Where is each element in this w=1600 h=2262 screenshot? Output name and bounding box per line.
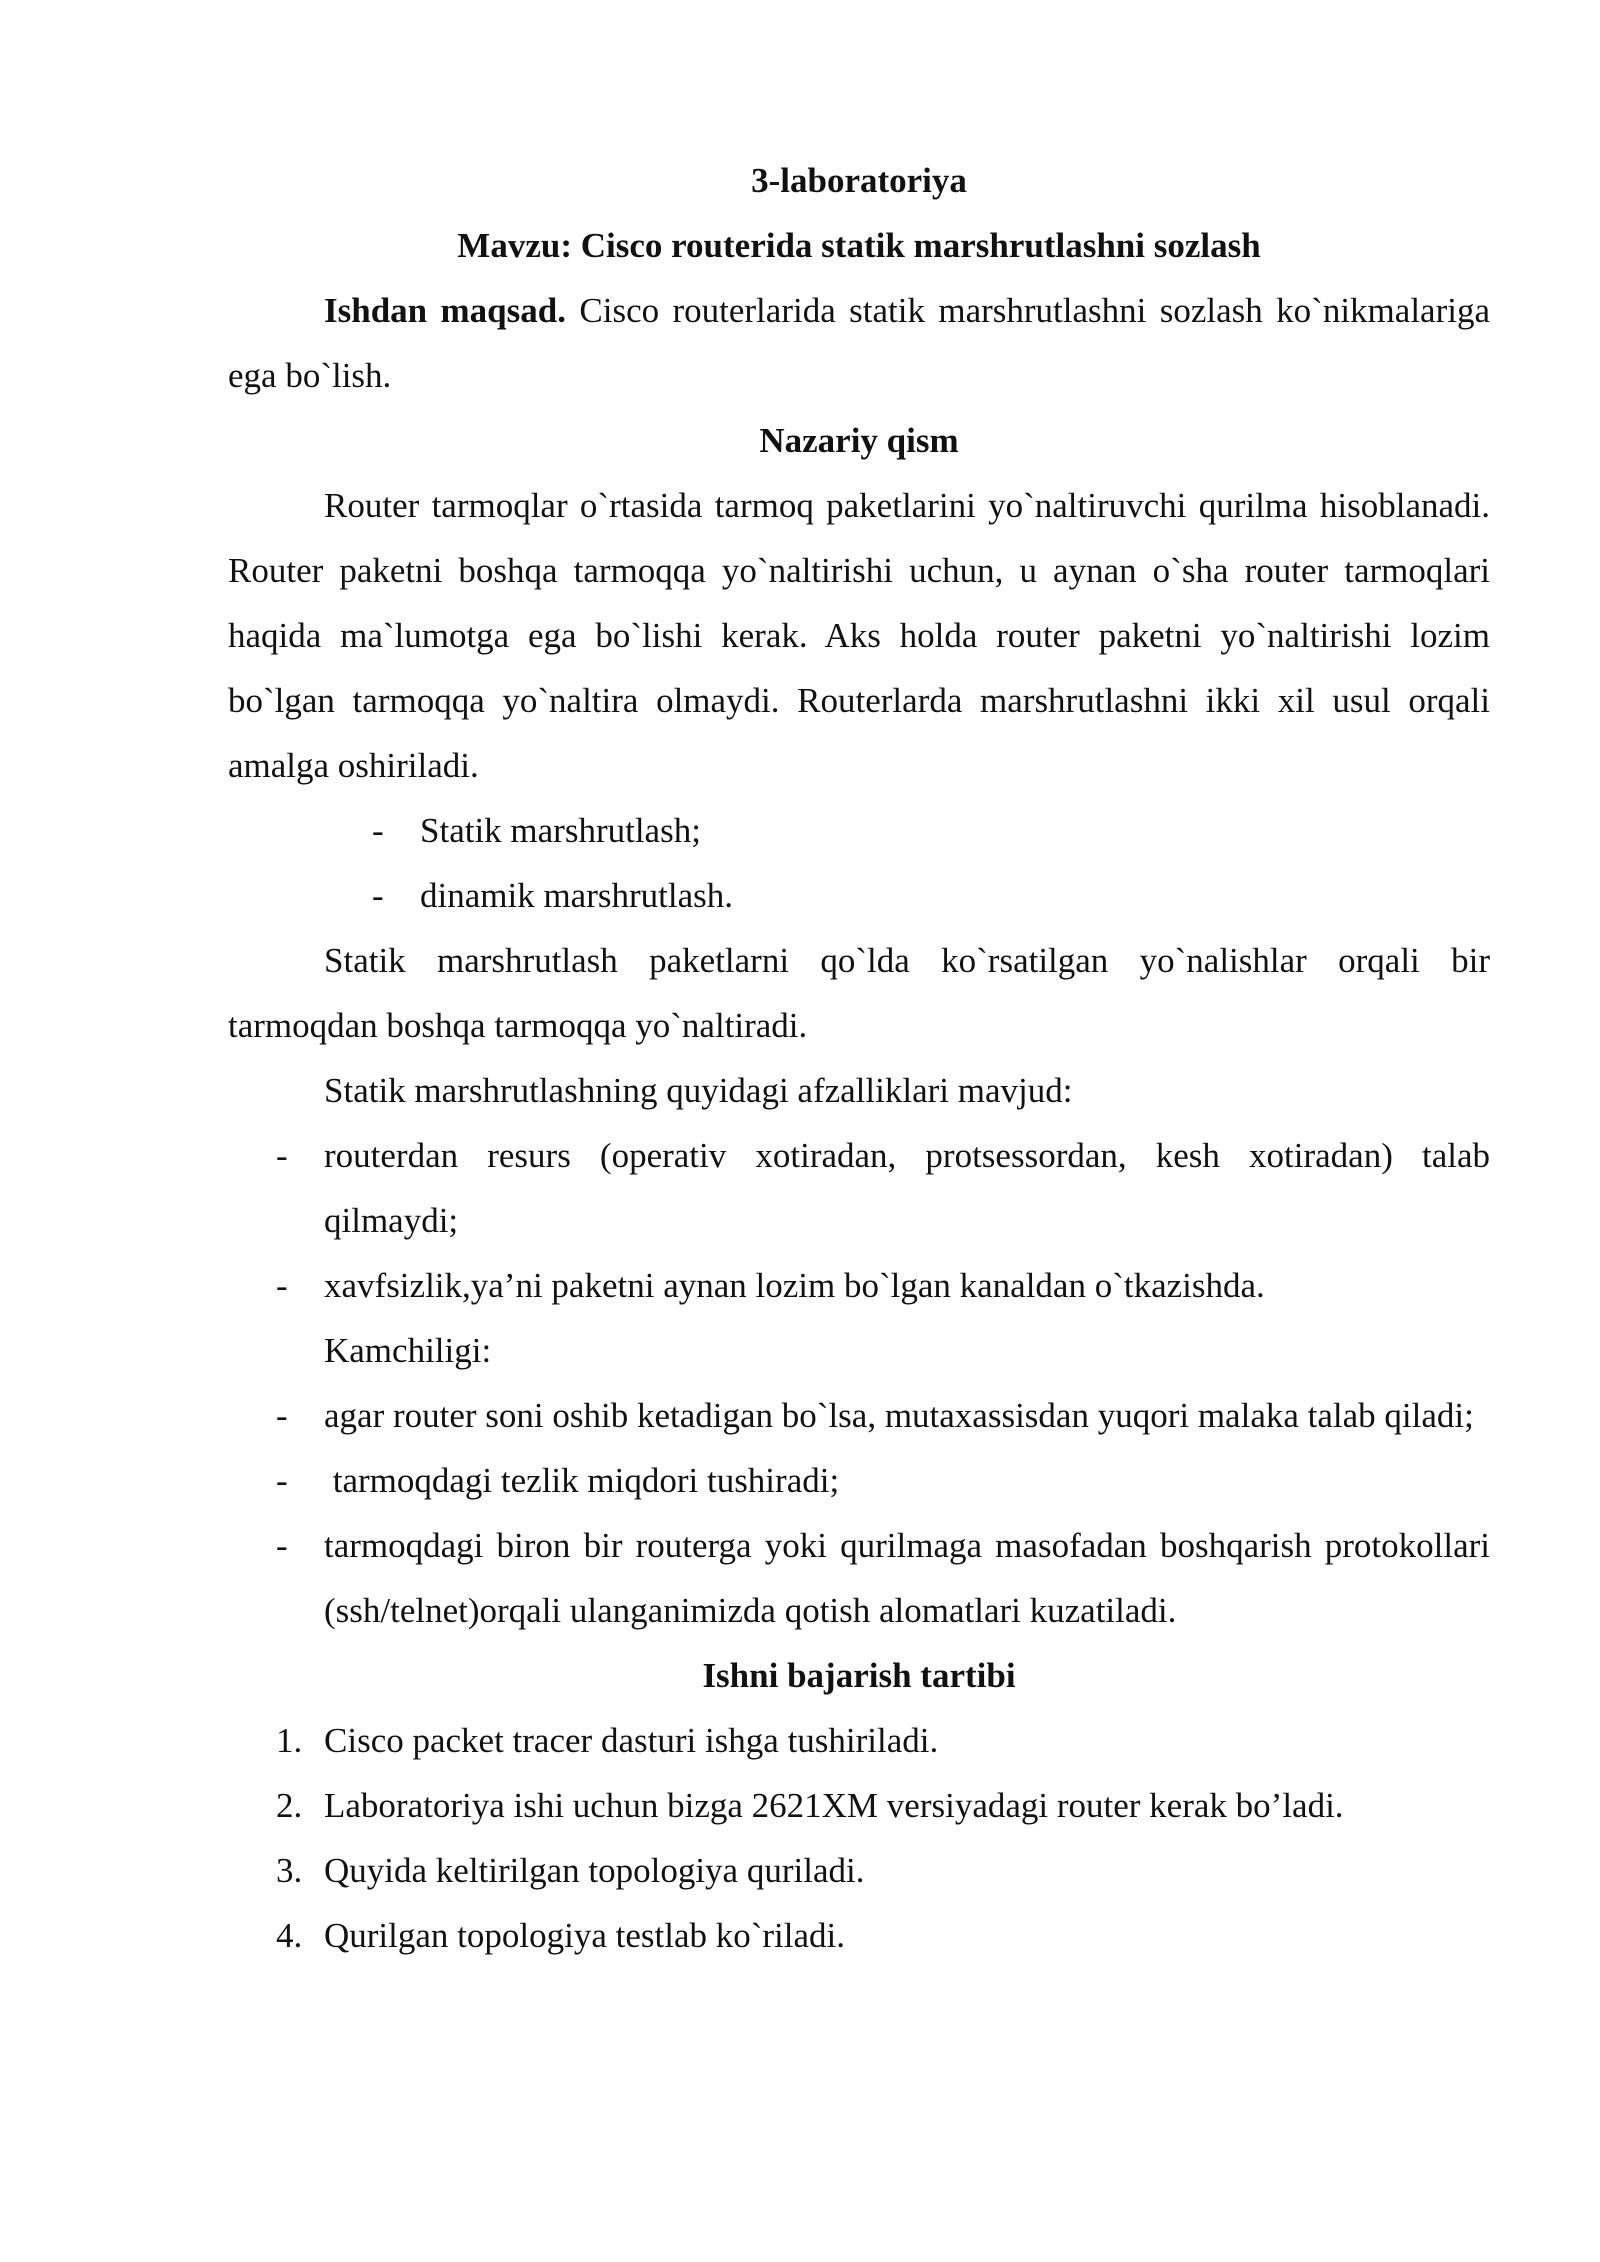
procedure-step — [228, 1903, 1490, 1968]
procedure-heading: Ishni bajarish tartibi — [702, 1656, 1016, 1695]
method-item — [228, 863, 1490, 928]
method-text: Statik marshrutlash; — [420, 811, 701, 850]
advantage-item — [228, 1123, 1490, 1253]
lab-number-title: 3-laboratoriya — [751, 161, 967, 200]
step-number: 2. — [276, 1786, 303, 1825]
topic-title: Mavzu: Cisco routerida statik marshrutlashni sozlash — [457, 226, 1261, 265]
step-text: Quyida keltirilgan topologiya quriladi. — [324, 1851, 865, 1890]
step-number: 4. — [276, 1916, 303, 1955]
dash-bullet: - — [276, 1526, 288, 1565]
disadvantage-item — [228, 1383, 1490, 1448]
dash-bullet: - — [372, 876, 384, 915]
disadvantages-intro: Kamchiligi: — [324, 1331, 492, 1370]
advantage-item — [228, 1253, 1490, 1318]
method-text: dinamik marshrutlash. — [420, 876, 734, 915]
theory-heading: Nazariy qism — [759, 421, 959, 460]
advantages-intro: Statik marshrutlashning quyidagi afzalliklari mavjud: — [324, 1071, 1073, 1110]
theory-paragraph-2: Statik marshrutlash paketlarni qo`lda ko`rsatilgan yo`nalishlar orqali bir tarmoqdan boshqa tarmoqqa yo`naltiradi. — [228, 941, 1490, 1045]
step-text: Cisco packet tracer dasturi ishga tushiriladi. — [324, 1721, 939, 1760]
dash-bullet: - — [276, 1396, 288, 1435]
document-page — [228, 148, 1490, 1968]
disadvantage-item — [228, 1513, 1490, 1643]
goal-text: Cisco routerlarida statik marshrutlashni sozlash ko`nikmalariga ega bo`lish. — [228, 291, 1490, 395]
advantage-text: xavfsizlik,ya’ni paketni aynan lozim bo`lgan kanaldan o`tkazishda. — [324, 1266, 1265, 1305]
disadvantage-text: tarmoqdagi biron bir routerga yoki qurilmaga masofadan boshqarish protokollari (ssh/telnet)orqali ulanganimizda qotish alomatlari kuzatiladi. — [324, 1526, 1490, 1630]
step-number: 3. — [276, 1851, 303, 1890]
theory-paragraph-1: Router tarmoqlar o`rtasida tarmoq paketlarini yo`naltiruvchi qurilma hisoblanadi. Router paketni boshqa tarmoqqa yo`naltirishi uchun, u aynan o`sha router tarmoqlari haqida ma`lumotga ega bo`lishi kerak. Aks holda router paketni yo`naltirishi lozim bo`lgan tarmoqqa yo`naltira olmaydi. Routerlarda marshrutlashni ikki xil usul orqali amalga oshiriladi. — [228, 486, 1490, 785]
dash-bullet: - — [276, 1266, 288, 1305]
goal-label: Ishdan maqsad. — [324, 291, 566, 330]
step-text: Qurilgan topologiya testlab ko`riladi. — [324, 1916, 846, 1955]
dash-bullet: - — [372, 811, 384, 850]
dash-bullet: - — [276, 1461, 288, 1500]
step-number: 1. — [276, 1721, 303, 1760]
disadvantage-text: agar router soni oshib ketadigan bo`lsa, mutaxassisdan yuqori malaka talab qiladi; — [324, 1396, 1474, 1435]
disadvantage-text: tarmoqdagi tezlik miqdori tushiradi; — [324, 1461, 840, 1500]
procedure-step — [228, 1838, 1490, 1903]
dash-bullet: - — [276, 1136, 288, 1175]
procedure-step — [228, 1708, 1490, 1773]
method-item — [228, 798, 1490, 863]
advantage-text: routerdan resurs (operativ xotiradan, protsessordan, kesh xotiradan) talab qilmaydi; — [324, 1136, 1490, 1240]
disadvantage-item — [228, 1448, 1490, 1513]
step-text: Laboratoriya ishi uchun bizga 2621XM versiyadagi router kerak bo’ladi. — [324, 1786, 1344, 1825]
procedure-step — [228, 1773, 1490, 1838]
goal-paragraph — [228, 278, 1490, 408]
